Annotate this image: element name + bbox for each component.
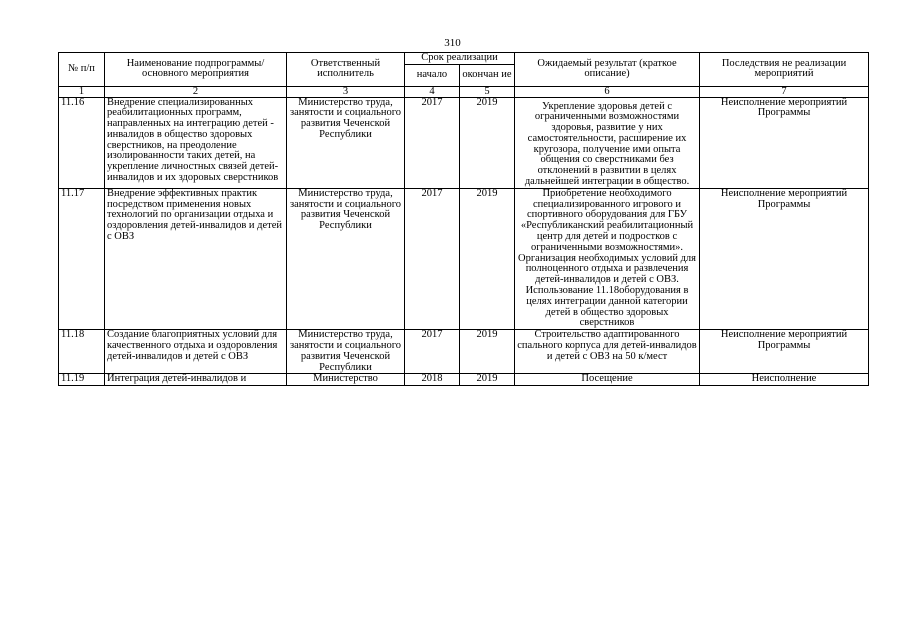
row-start: 2017: [405, 97, 460, 188]
row-result: Строительство адаптированного спального корпуса для детей-инвалидов и детей с ОВЗ на 50 к/мест: [515, 330, 700, 374]
row-consequence: Неисполнение мероприятий Программы: [700, 97, 869, 188]
header-result: Ожидаемый результат (краткое описание): [515, 53, 700, 87]
column-number: 6: [515, 86, 700, 97]
row-start: 2017: [405, 330, 460, 374]
column-number-row: [59, 86, 869, 97]
row-number: 11.19: [59, 374, 105, 386]
header-end: окончан ие: [460, 64, 515, 86]
row-result: Приобретение необходимого специализированного игрового и спортивного оборудования для ГБУ «Республиканский реабилитационный центр для детей и подростков с ограниченными возможностями». Организация необходимых условий для полноценного отдыха и развлечения детей-инвалидов и детей с ОВЗ. Использование 11.18оборудования в целях интеграции данной категории детей в общество здоровых сверстников: [515, 188, 700, 329]
page-number: 310: [444, 37, 461, 49]
row-consequence: Неисполнение мероприятий Программы: [700, 188, 869, 329]
column-number: 2: [105, 86, 287, 97]
row-responsible: Министерство труда, занятости и социального развития Чеченской Республики: [287, 330, 405, 374]
column-number: 5: [460, 86, 515, 97]
header-consequence: Последствия не реализации мероприятий: [700, 53, 869, 87]
row-responsible: Министерство труда, занятости и социального развития Чеченской Республики: [287, 188, 405, 329]
column-number: 1: [59, 86, 105, 97]
row-consequence: Неисполнение мероприятий Программы: [700, 330, 869, 374]
header-name: Наименование подпрограммы/ основного мероприятия: [105, 53, 287, 87]
row-result: Укрепление здоровья детей с ограниченными возможностями здоровья, развитие у них самостоятельности, расширение их кругозора, получение ими опыта общения со сверстниками без отклонений в развитии в целях дальнейшей интеграции в общество.: [515, 97, 700, 188]
column-number: 3: [287, 86, 405, 97]
row-number: 11.16: [59, 97, 105, 188]
row-start: 2017: [405, 188, 460, 329]
header-row-1: [59, 53, 869, 65]
column-number: 7: [700, 86, 869, 97]
row-responsible: Министерство труда, занятости и социального развития Чеченской Республики: [287, 97, 405, 188]
row-end: 2019: [460, 188, 515, 329]
row-end: 2019: [460, 97, 515, 188]
table-row: [59, 374, 869, 386]
table-row: [59, 330, 869, 374]
header-responsible: Ответственный исполнитель: [287, 53, 405, 87]
header-num: № п/п: [59, 53, 105, 87]
row-name: Внедрение эффективных практик посредством применения новых технологий по организации отдыха и оздоровления детей-инвалидов и детей с ОВЗ: [105, 188, 287, 329]
header-start: начало: [405, 64, 460, 86]
header-term: Срок реализации: [405, 53, 515, 65]
column-number: 4: [405, 86, 460, 97]
row-name: Внедрение специализированных реабилитационных программ, направленных на интеграцию детей - инвалидов в общество здоровых сверстников, на преодоление изолированности таких детей, на укрепление личностных связей детей-инвалидов и их здоровых сверстников: [105, 97, 287, 188]
row-start: 2018: [405, 374, 460, 386]
table-row: [59, 97, 869, 188]
row-number: 11.17: [59, 188, 105, 329]
program-table: [58, 52, 869, 386]
row-end: 2019: [460, 330, 515, 374]
row-result: Посещение: [515, 374, 700, 386]
row-responsible: Министерство: [287, 374, 405, 386]
table-row: [59, 188, 869, 329]
row-end: 2019: [460, 374, 515, 386]
row-name: Создание благоприятных условий для качественного отдыха и оздоровления детей-инвалидов и детей с ОВЗ: [105, 330, 287, 374]
row-number: 11.18: [59, 330, 105, 374]
row-consequence: Неисполнение: [700, 374, 869, 386]
row-name: Интеграция детей-инвалидов и: [105, 374, 287, 386]
